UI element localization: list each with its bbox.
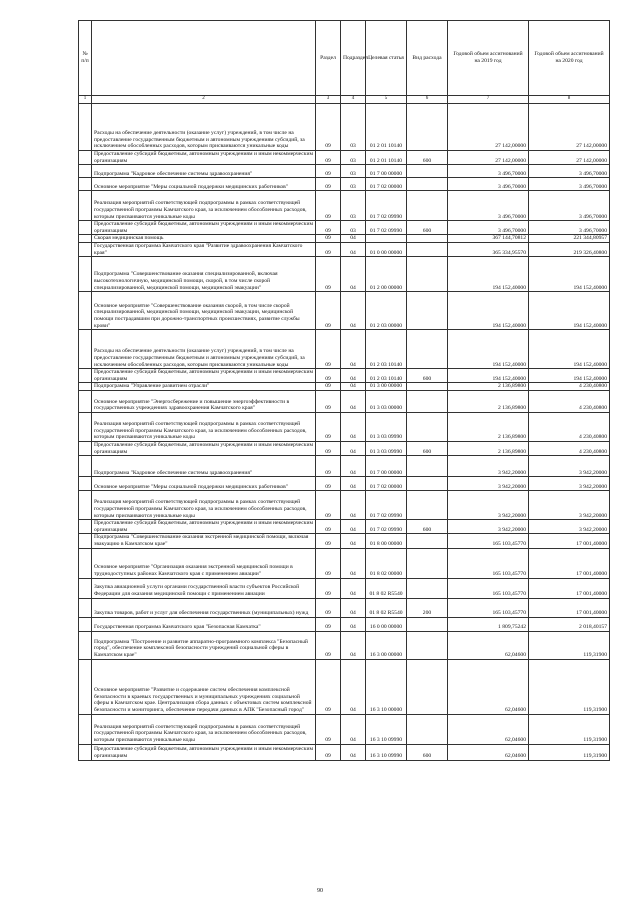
row-number — [79, 744, 92, 760]
row-target-article: 01 2 01 10140 — [366, 151, 407, 165]
row-volume-2020: 3 942,20000 — [529, 477, 610, 491]
row-expense-type — [407, 292, 448, 330]
row-name: Подпрограмма "Построение и развитие аппаратно-программного комплекса "Безопасный город", обеспечение комплексной безопасности учреждений социальной сферы в Камчатском крае" — [92, 631, 316, 659]
row-target-article: 01 8 00 00000 — [366, 534, 407, 548]
row-number — [79, 369, 92, 383]
budget-table-page — [78, 20, 609, 761]
row-target-article: 01 8 02 R5540 — [366, 578, 407, 598]
column-number: 4 — [341, 96, 366, 104]
row-razdel: 09 — [316, 178, 341, 191]
row-number — [79, 221, 92, 235]
row-number — [79, 456, 92, 477]
row-number — [79, 383, 92, 391]
row-razdel: 09 — [316, 330, 341, 369]
row-podrazdel: 04 — [341, 534, 366, 548]
row-number — [79, 242, 92, 256]
row-expense-type: 600 — [407, 369, 448, 383]
row-razdel: 09 — [316, 412, 341, 441]
table-row — [79, 617, 610, 631]
row-name: Закупка товаров, работ и услуг для обеспечения государственных (муниципальных) нужд — [92, 598, 316, 617]
row-volume-2019: 3 942,20000 — [448, 520, 529, 534]
row-razdel: 09 — [316, 659, 341, 714]
row-razdel: 09 — [316, 242, 341, 256]
row-target-article: 01 3 03 09990 — [366, 412, 407, 441]
table-row — [79, 534, 610, 548]
row-razdel: 09 — [316, 441, 341, 455]
row-target-article: 01 7 02 09990 — [366, 221, 407, 235]
row-podrazdel: 04 — [341, 441, 366, 455]
row-number — [79, 477, 92, 491]
row-volume-2020: 3 942,20000 — [529, 520, 610, 534]
row-volume-2019: 194 152,40000 — [448, 257, 529, 292]
row-volume-2020: 3 942,20000 — [529, 456, 610, 477]
row-expense-type: 600 — [407, 520, 448, 534]
row-name: Основное мероприятие "Развитие и содержание систем обеспечения комплексной безопасности в краевых государственных и муниципальных учреждениях социальной сферы в Камчатском крае. Централизация сбора данных с объектовых систем комплексной безопасности и мониторинга, обеспечение передачи данных в АПК "Безопасный город" — [92, 659, 316, 714]
row-number — [79, 491, 92, 520]
row-volume-2019: 165 103,45770 — [448, 598, 529, 617]
row-name: Реализация мероприятий соответствующей подпрограммы в рамках соответствующей государственной программы Камчатского края, за исключением обособленных расходов, которым присваиваются уникальные коды — [92, 412, 316, 441]
table-row — [79, 598, 610, 617]
table-row — [79, 631, 610, 659]
row-volume-2020: 3 496,70000 — [529, 178, 610, 191]
column-number: 6 — [407, 96, 448, 104]
row-target-article: 01 2 03 00000 — [366, 292, 407, 330]
row-number — [79, 578, 92, 598]
row-volume-2019: 62,04600 — [448, 631, 529, 659]
row-name: Основное мероприятие "Организация оказания экстренной медицинской помощи в труднодоступных районах Камчатского края с применением авиации" — [92, 548, 316, 578]
row-number — [79, 235, 92, 243]
row-expense-type — [407, 631, 448, 659]
table-row — [79, 383, 610, 391]
table-row — [79, 292, 610, 330]
row-number — [79, 412, 92, 441]
row-volume-2019: 62,04600 — [448, 714, 529, 744]
table-row — [79, 441, 610, 455]
table-row — [79, 151, 610, 165]
row-volume-2019: 3 496,70000 — [448, 165, 529, 178]
row-podrazdel: 04 — [341, 714, 366, 744]
row-volume-2020: 3 496,70000 — [529, 165, 610, 178]
row-expense-type — [407, 534, 448, 548]
row-name: Предоставление субсидий бюджетным, автономным учреждениям и иным некоммерческим организациям — [92, 744, 316, 760]
row-razdel: 09 — [316, 598, 341, 617]
row-volume-2020: 4 230,40800 — [529, 383, 610, 391]
row-name: Государственная программа Камчатского края "Развитие здравоохранения Камчатского края" — [92, 242, 316, 256]
row-volume-2019: 2 136,89800 — [448, 441, 529, 455]
row-name: Основное мероприятие "Меры социальной поддержки медицинских работников" — [92, 477, 316, 491]
row-number — [79, 631, 92, 659]
row-volume-2020: 221 344,80957 — [529, 235, 610, 243]
row-volume-2019: 3 942,20000 — [448, 491, 529, 520]
row-name: Основное мероприятие "Меры социальной поддержки медицинских работников" — [92, 178, 316, 191]
row-razdel: 09 — [316, 456, 341, 477]
row-volume-2019: 2 136,89800 — [448, 390, 529, 412]
row-podrazdel: 04 — [341, 659, 366, 714]
row-volume-2019: 3 942,20000 — [448, 477, 529, 491]
table-row — [79, 178, 610, 191]
row-expense-type — [407, 242, 448, 256]
row-target-article: 01 7 02 00000 — [366, 477, 407, 491]
row-podrazdel: 04 — [341, 383, 366, 391]
row-number — [79, 548, 92, 578]
row-expense-type — [407, 390, 448, 412]
row-target-article: 01 2 03 10140 — [366, 369, 407, 383]
row-volume-2019: 165 103,45770 — [448, 578, 529, 598]
column-number: 1 — [79, 96, 92, 104]
table-row — [79, 548, 610, 578]
row-name: Подпрограмма "Кадровое обеспечение системы здравоохранения" — [92, 165, 316, 178]
row-volume-2020: 27 142,00000 — [529, 151, 610, 165]
table-row — [79, 520, 610, 534]
header-volume-2020: Годовой объем ассигнований на 2020 год — [529, 21, 610, 96]
row-number — [79, 617, 92, 631]
row-podrazdel: 04 — [341, 390, 366, 412]
row-target-article: 01 7 02 09990 — [366, 520, 407, 534]
row-target-article: 16 3 10 00000 — [366, 659, 407, 714]
row-expense-type — [407, 165, 448, 178]
row-volume-2020: 119,31900 — [529, 744, 610, 760]
row-target-article: 01 8 02 R5540 — [366, 598, 407, 617]
row-podrazdel: 03 — [341, 221, 366, 235]
row-number — [79, 292, 92, 330]
row-expense-type — [407, 412, 448, 441]
row-name: Закупка авиационной услуги органами государственной власти субъектов Российской Федерации для оказания медицинской помощи с применением авиации — [92, 578, 316, 598]
row-target-article: 01 8 02 00000 — [366, 548, 407, 578]
table-row — [79, 191, 610, 221]
row-name: Государственная программа Камчатского края "Безопасная Камчатка" — [92, 617, 316, 631]
row-razdel: 09 — [316, 369, 341, 383]
row-volume-2019: 2 136,89800 — [448, 383, 529, 391]
row-target-article: 16 0 00 00000 — [366, 617, 407, 631]
row-number — [79, 151, 92, 165]
row-razdel: 09 — [316, 578, 341, 598]
row-target-article: 16 3 00 00000 — [366, 631, 407, 659]
row-target-article: 01 2 03 10140 — [366, 330, 407, 369]
column-number: 5 — [366, 96, 407, 104]
row-name: Реализация мероприятий соответствующей подпрограммы в рамках соответствующей государственной программы Камчатского края, за исключением обособленных расходов, которым присваиваются уникальные коды — [92, 714, 316, 744]
row-razdel: 09 — [316, 257, 341, 292]
row-expense-type: 600 — [407, 151, 448, 165]
row-volume-2019: 2 136,89800 — [448, 412, 529, 441]
row-podrazdel: 04 — [341, 520, 366, 534]
row-number — [79, 330, 92, 369]
row-podrazdel: 04 — [341, 491, 366, 520]
row-razdel: 09 — [316, 165, 341, 178]
row-volume-2020: 3 496,70000 — [529, 221, 610, 235]
header-target-article: Целевая статья — [366, 21, 407, 96]
row-podrazdel: 04 — [341, 242, 366, 256]
row-razdel: 09 — [316, 383, 341, 391]
row-number — [79, 659, 92, 714]
row-razdel: 09 — [316, 221, 341, 235]
row-volume-2020: 17 001,40000 — [529, 534, 610, 548]
table-row — [79, 221, 610, 235]
row-podrazdel: 04 — [341, 578, 366, 598]
header-razdel: Раздел — [316, 21, 341, 96]
page-number: 90 — [317, 888, 323, 894]
row-number — [79, 598, 92, 617]
row-name: Реализация мероприятий соответствующей подпрограммы в рамках соответствующей государственной программы Камчатского края, за исключением обособленных расходов, которым присваиваются уникальные коды — [92, 191, 316, 221]
row-number — [79, 534, 92, 548]
row-expense-type — [407, 235, 448, 243]
row-expense-type — [407, 178, 448, 191]
row-target-article: 01 3 03 09990 — [366, 441, 407, 455]
table-row — [79, 257, 610, 292]
row-volume-2020: 119,31900 — [529, 631, 610, 659]
row-volume-2019: 165 103,45770 — [448, 548, 529, 578]
row-volume-2020: 17 001,40000 — [529, 548, 610, 578]
row-target-article: 01 7 00 00000 — [366, 165, 407, 178]
row-razdel: 09 — [316, 631, 341, 659]
row-expense-type — [407, 714, 448, 744]
row-volume-2019: 27 142,00000 — [448, 104, 529, 151]
row-volume-2020: 4 230,40800 — [529, 441, 610, 455]
row-podrazdel: 03 — [341, 191, 366, 221]
row-target-article: 01 7 02 09990 — [366, 491, 407, 520]
row-expense-type — [407, 477, 448, 491]
row-target-article: 01 7 02 09990 — [366, 191, 407, 221]
table-row — [79, 744, 610, 760]
row-expense-type — [407, 456, 448, 477]
row-name: Основное мероприятие "Совершенствование оказания скорой, в том числе скорой специализированной, медицинской помощи, медицинской эвакуации, медицинской помощи пострадавшим при дорожно-транспортных происшествиях, развитие службы крови" — [92, 292, 316, 330]
row-name: Предоставление субсидий бюджетным, автономным учреждениям и иным некоммерческим организациям — [92, 441, 316, 455]
table-row — [79, 477, 610, 491]
row-razdel: 09 — [316, 714, 341, 744]
row-target-article: 01 7 02 00000 — [366, 178, 407, 191]
header-podrazdel: Подраздел — [341, 21, 366, 96]
row-volume-2019: 194 152,40000 — [448, 292, 529, 330]
row-podrazdel: 04 — [341, 292, 366, 330]
row-volume-2019: 367 144,70812 — [448, 235, 529, 243]
row-razdel: 09 — [316, 491, 341, 520]
row-razdel: 09 — [316, 191, 341, 221]
row-volume-2020: 194 152,40000 — [529, 257, 610, 292]
table-row — [79, 242, 610, 256]
row-volume-2019: 165 103,45770 — [448, 534, 529, 548]
row-razdel: 09 — [316, 520, 341, 534]
row-expense-type — [407, 578, 448, 598]
row-podrazdel: 04 — [341, 330, 366, 369]
row-volume-2019: 194 152,40000 — [448, 369, 529, 383]
row-razdel: 09 — [316, 534, 341, 548]
row-target-article: 01 2 01 10140 — [366, 104, 407, 151]
row-volume-2020: 17 001,40000 — [529, 598, 610, 617]
row-number — [79, 714, 92, 744]
row-volume-2020: 119,31900 — [529, 714, 610, 744]
table-row — [79, 235, 610, 243]
row-number — [79, 165, 92, 178]
row-name: Предоставление субсидий бюджетным, автономным учреждениям и иным некоммерческим организациям — [92, 221, 316, 235]
row-podrazdel: 04 — [341, 412, 366, 441]
budget-table — [78, 20, 610, 761]
row-expense-type: 600 — [407, 441, 448, 455]
row-volume-2019: 3 496,70000 — [448, 178, 529, 191]
row-razdel: 09 — [316, 744, 341, 760]
table-row — [79, 456, 610, 477]
row-name: Предоставление субсидий бюджетным, автономным учреждениям и иным некоммерческим организациям — [92, 520, 316, 534]
row-podrazdel: 04 — [341, 235, 366, 243]
row-razdel: 09 — [316, 235, 341, 243]
row-razdel: 09 — [316, 104, 341, 151]
row-volume-2019: 1 809,75242 — [448, 617, 529, 631]
column-number: 7 — [448, 96, 529, 104]
table-row — [79, 659, 610, 714]
row-target-article: 01 7 00 00000 — [366, 456, 407, 477]
row-podrazdel: 04 — [341, 631, 366, 659]
row-volume-2019: 3 496,70000 — [448, 221, 529, 235]
row-volume-2020: 27 142,00000 — [529, 104, 610, 151]
row-volume-2020: 17 001,40000 — [529, 578, 610, 598]
row-volume-2020: 3 942,20000 — [529, 491, 610, 520]
row-razdel: 09 — [316, 390, 341, 412]
row-name: Подпрограмма "Совершенствование оказания специализированной, включая высокотехнологичную, медицинской помощи, скорой, в том числе скорой специализированной, медицинской помощи, медицинской эвакуации" — [92, 257, 316, 292]
row-target-article: 01 3 00 00000 — [366, 383, 407, 391]
row-volume-2020: 194 152,40000 — [529, 292, 610, 330]
column-number: 3 — [316, 96, 341, 104]
row-number — [79, 178, 92, 191]
row-volume-2019: 3 496,70000 — [448, 191, 529, 221]
row-number — [79, 520, 92, 534]
table-row — [79, 578, 610, 598]
row-expense-type: 600 — [407, 221, 448, 235]
row-expense-type — [407, 383, 448, 391]
row-volume-2019: 3 942,20000 — [448, 456, 529, 477]
table-row — [79, 104, 610, 151]
row-target-article: 01 3 03 00000 — [366, 390, 407, 412]
row-volume-2019: 27 142,00000 — [448, 151, 529, 165]
header-volume-2019: Годовой объем ассигнований на 2019 год — [448, 21, 529, 96]
row-podrazdel: 04 — [341, 369, 366, 383]
row-volume-2020: 4 230,40800 — [529, 390, 610, 412]
row-name: Предоставление субсидий бюджетным, автономным учреждениям и иным некоммерческим организациям — [92, 151, 316, 165]
row-name: Подпрограмма "Кадровое обеспечение системы здравоохранения" — [92, 456, 316, 477]
row-name: Предоставление субсидий бюджетным, автономным учреждениям и иным некоммерческим организациям — [92, 369, 316, 383]
row-expense-type — [407, 548, 448, 578]
row-volume-2020: 4 230,40800 — [529, 412, 610, 441]
table-row — [79, 330, 610, 369]
table-row — [79, 390, 610, 412]
table-row — [79, 369, 610, 383]
row-target-article: 01 2 00 00000 — [366, 257, 407, 292]
row-number — [79, 257, 92, 292]
row-podrazdel: 04 — [341, 548, 366, 578]
table-body — [79, 104, 610, 761]
row-name: Подпрограмма "Управление развитием отрасли" — [92, 383, 316, 391]
row-podrazdel: 04 — [341, 598, 366, 617]
row-podrazdel: 04 — [341, 477, 366, 491]
row-podrazdel: 03 — [341, 104, 366, 151]
row-expense-type — [407, 491, 448, 520]
column-number: 2 — [92, 96, 316, 104]
row-volume-2019: 365 334,95570 — [448, 242, 529, 256]
row-volume-2020: 119,31900 — [529, 659, 610, 714]
row-number — [79, 441, 92, 455]
row-expense-type — [407, 191, 448, 221]
row-podrazdel: 04 — [341, 617, 366, 631]
row-expense-type — [407, 104, 448, 151]
table-header-row — [79, 21, 610, 96]
row-volume-2019: 62,04600 — [448, 744, 529, 760]
row-name: Реализация мероприятий соответствующей подпрограммы в рамках соответствующей государственной программы Камчатского края, за исключением обособленных расходов, которым присваиваются уникальные коды — [92, 491, 316, 520]
row-podrazdel: 04 — [341, 744, 366, 760]
row-name: Расходы на обеспечение деятельности (оказание услуг) учреждений, в том числе на предоставление государственным бюджетным и автономным учреждениям субсидий, за исключением обособленных расходов, которым присваиваются уникальные коды — [92, 104, 316, 151]
row-expense-type: 200 — [407, 598, 448, 617]
row-expense-type — [407, 330, 448, 369]
row-expense-type — [407, 257, 448, 292]
row-podrazdel: 04 — [341, 456, 366, 477]
row-volume-2020: 194 152,40000 — [529, 369, 610, 383]
column-numbering-row — [79, 96, 610, 104]
row-name: Основное мероприятие "Энергосбережение и повышение энергоэффективности в государственных учреждениях здравоохранения Камчатского края" — [92, 390, 316, 412]
row-volume-2020: 219 326,40800 — [529, 242, 610, 256]
header-number: № п/п — [79, 21, 92, 96]
row-razdel: 09 — [316, 477, 341, 491]
row-expense-type: 600 — [407, 744, 448, 760]
row-volume-2020: 3 496,70000 — [529, 191, 610, 221]
row-name: Расходы на обеспечение деятельности (оказание услуг) учреждений, в том числе на предоставление государственным бюджетным и автономным учреждениям субсидий, за исключением обособленных расходов, которым присваиваются уникальные коды — [92, 330, 316, 369]
row-target-article — [366, 235, 407, 243]
row-number — [79, 104, 92, 151]
table-row — [79, 412, 610, 441]
row-target-article: 01 0 00 00000 — [366, 242, 407, 256]
table-row — [79, 491, 610, 520]
row-name: Скорая медицинская помощь — [92, 235, 316, 243]
table-row — [79, 165, 610, 178]
header-expense-type: Вид расхода — [407, 21, 448, 96]
row-razdel: 09 — [316, 617, 341, 631]
row-number — [79, 191, 92, 221]
column-number: 8 — [529, 96, 610, 104]
table-row — [79, 714, 610, 744]
row-volume-2019: 194 152,40000 — [448, 330, 529, 369]
row-target-article: 16 3 10 09990 — [366, 744, 407, 760]
row-volume-2020: 194 152,40000 — [529, 330, 610, 369]
row-podrazdel: 03 — [341, 178, 366, 191]
row-expense-type — [407, 617, 448, 631]
row-podrazdel: 03 — [341, 151, 366, 165]
row-expense-type — [407, 659, 448, 714]
row-volume-2020: 2 018,40157 — [529, 617, 610, 631]
row-podrazdel: 04 — [341, 257, 366, 292]
row-volume-2019: 62,04600 — [448, 659, 529, 714]
row-target-article: 16 3 10 09990 — [366, 714, 407, 744]
row-razdel: 09 — [316, 548, 341, 578]
row-podrazdel: 03 — [341, 165, 366, 178]
row-razdel: 09 — [316, 151, 341, 165]
row-name: Подпрограмма "Совершенствование оказания экстренной медицинской помощи, включая эвакуацию в Камчатском крае" — [92, 534, 316, 548]
row-razdel: 09 — [316, 292, 341, 330]
row-number — [79, 390, 92, 412]
header-name — [92, 21, 316, 96]
